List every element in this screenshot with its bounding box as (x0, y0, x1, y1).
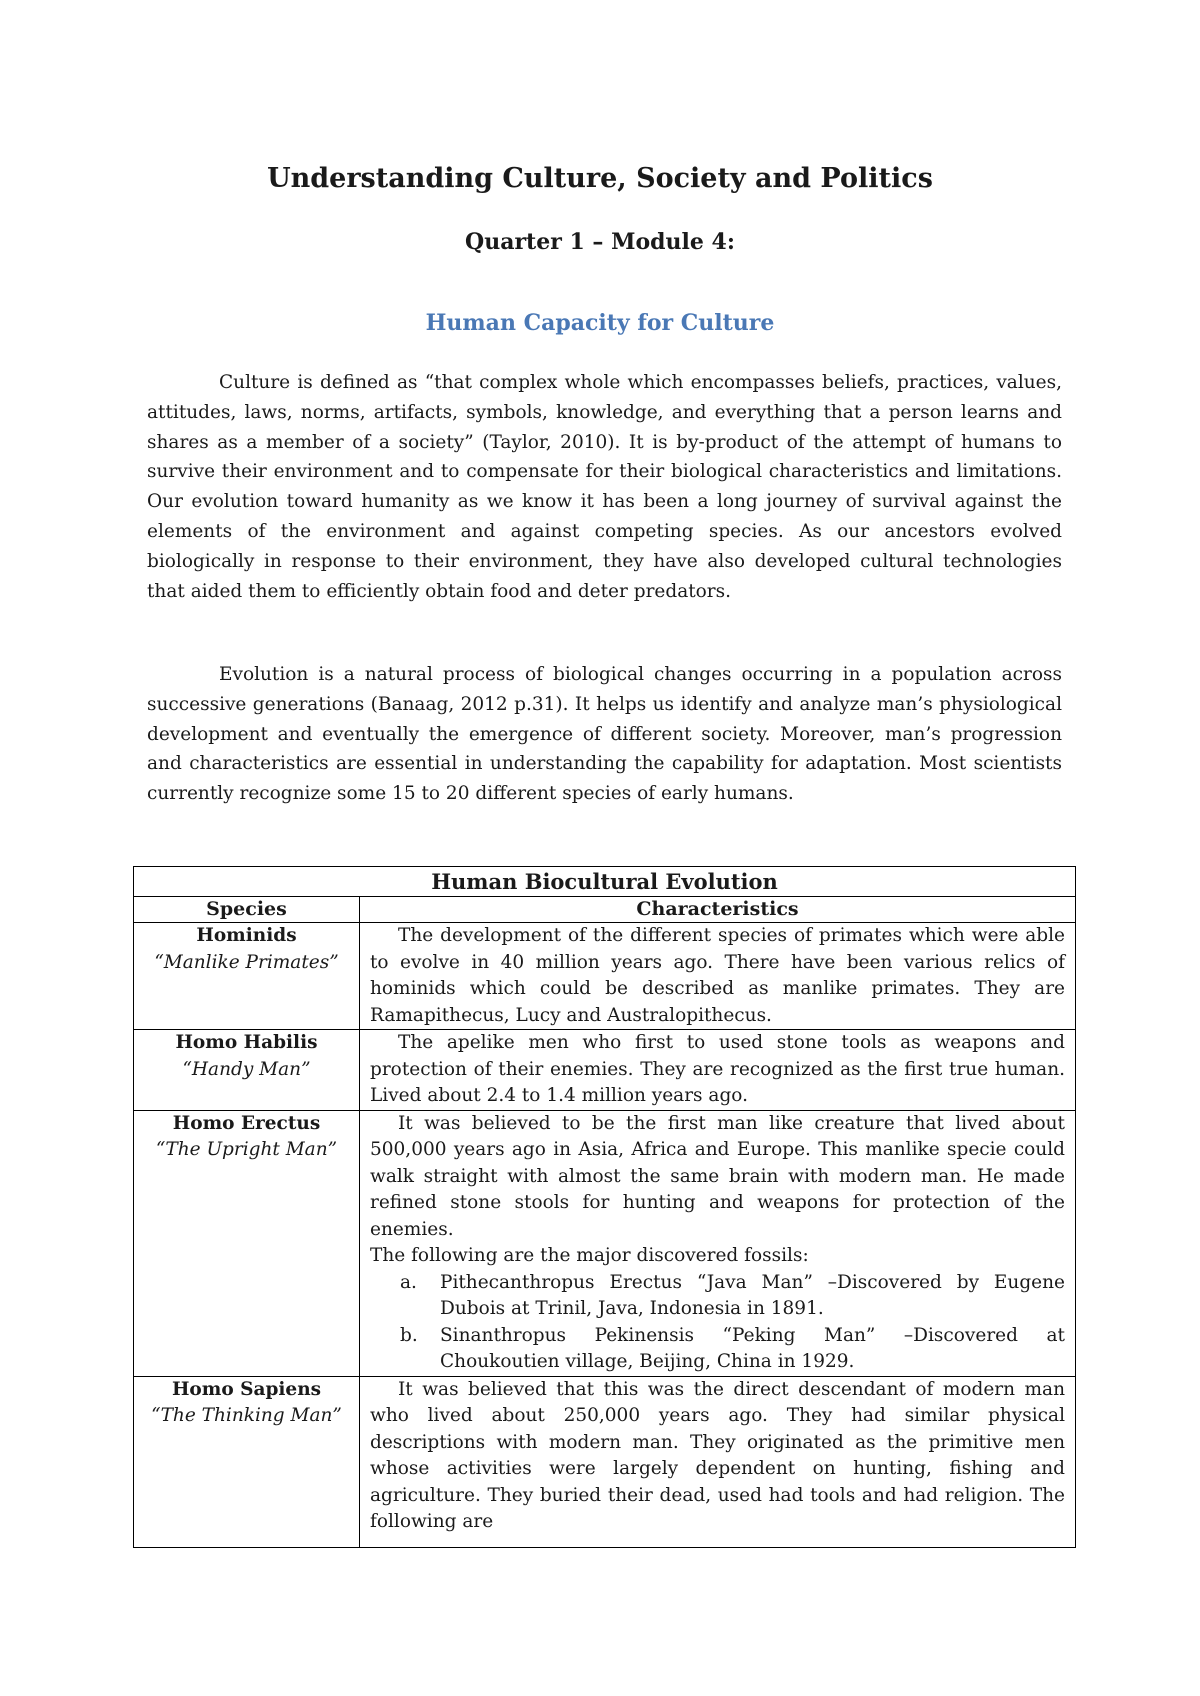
species-name: Homo Erectus (172, 1112, 321, 1134)
characteristics-text: The apelike men who first to used stone tools as weapons and protection of their enemies. They are recognized as the first true human. Lived about 2.4 to 1.4 million years ago. (370, 1032, 1065, 1106)
characteristics-cell (360, 1376, 1076, 1547)
species-name: Hominids (196, 925, 297, 946)
table-row (134, 1030, 1076, 1111)
fossil-text: Sinanthropus Pekinensis “Peking Man” –Discovered at Choukoutien village, Beijing, China in 1929. (440, 1324, 1065, 1372)
list-marker: a. (400, 1271, 417, 1293)
column-header-species: Species (134, 897, 360, 923)
document-title: Understanding Culture, Society and Politics (267, 163, 933, 194)
species-cell (134, 1376, 360, 1547)
species-cell (134, 923, 360, 1030)
species-nickname: “The Upright Man” (155, 1139, 338, 1160)
table-header-row (134, 897, 1076, 923)
table-caption-row (134, 867, 1076, 897)
fossil-list (370, 1270, 1065, 1376)
characteristics-text: It was believed that this was the direct descendant of modern man who lived about 250,000 years ago. They had similar physical descriptions with modern man. They originated as the primitive men whose activities were largely dependent on hunting, fishing and agriculture. They buried their dead, used had tools and had religion. The following are (370, 1378, 1065, 1532)
table-row (134, 923, 1076, 1030)
species-nickname: “The Thinking Man” (151, 1405, 342, 1426)
characteristics-cell (360, 1110, 1076, 1376)
list-item (400, 1270, 1065, 1323)
module-subtitle: Quarter 1 – Module 4: (465, 229, 735, 255)
species-cell (134, 1110, 360, 1376)
paragraph-culture-definition: Culture is defined as “that complex whole which encompasses beliefs, practices, values, attitudes, laws, norms, artifacts, symbols, knowledge, and everything that a person learns and shares as a member of a society” (Taylor, 2010). It is by-product of the attempt of humans to survive their environment and to compensate for their biological characteristics and limitations. Our evolution toward humanity as we know it has been a long journey of survival against the elements of the environment and against competing species. As our ancestors evolved biologically in response to their environment, they have also developed cultural technologies that aided them to efficiently obtain food and deter predators. (147, 372, 1062, 602)
column-header-characteristics: Characteristics (360, 897, 1076, 923)
species-nickname: “Manlike Primates” (154, 951, 339, 973)
biocultural-evolution-table (133, 866, 1076, 1548)
paragraph-evolution: Evolution is a natural process of biological changes occurring in a population across successive generations (Banaag, 2012 p.31). It helps us identify and analyze man’s physiological development and eventually the emergence of different society. Moreover, man’s progression and characteristics are essential in understanding the capability for adaptation. Most scientists currently recognize some 15 to 20 different species of early humans. (147, 664, 1062, 805)
table-caption: Human Biocultural Evolution (134, 867, 1076, 897)
characteristics-text: It was believed to be the first man like creature that lived about 500,000 years ago in Asia, Africa and Europe. This manlike specie could walk straight with almost the same brain with modern man. He made refined stone stools for hunting and weapons for protection of the enemies. (370, 1112, 1065, 1240)
characteristics-text: The development of the different species of primates which were able to evolve in 40 million years ago. There have been various relics of hominids which could be described as manlike primates. They are Ramapithecus, Lucy and Australopithecus. (370, 925, 1065, 1026)
list-item (400, 1323, 1065, 1376)
characteristics-cell (360, 1030, 1076, 1111)
species-name: Homo Habilis (175, 1032, 318, 1053)
fossils-intro: The following are the major discovered fossils: (370, 1245, 809, 1266)
list-marker: b. (400, 1324, 418, 1346)
section-title: Human Capacity for Culture (425, 310, 775, 336)
table-row (134, 1110, 1076, 1376)
characteristics-cell (360, 923, 1076, 1030)
species-name: Homo Sapiens (171, 1378, 322, 1400)
species-nickname: “Handy Man” (182, 1058, 311, 1080)
species-cell (134, 1030, 360, 1111)
table-row (134, 1376, 1076, 1547)
fossil-text: Pithecanthropus Erectus “Java Man” –Discovered by Eugene Dubois at Trinil, Java, Indonesia in 1891. (440, 1271, 1065, 1319)
